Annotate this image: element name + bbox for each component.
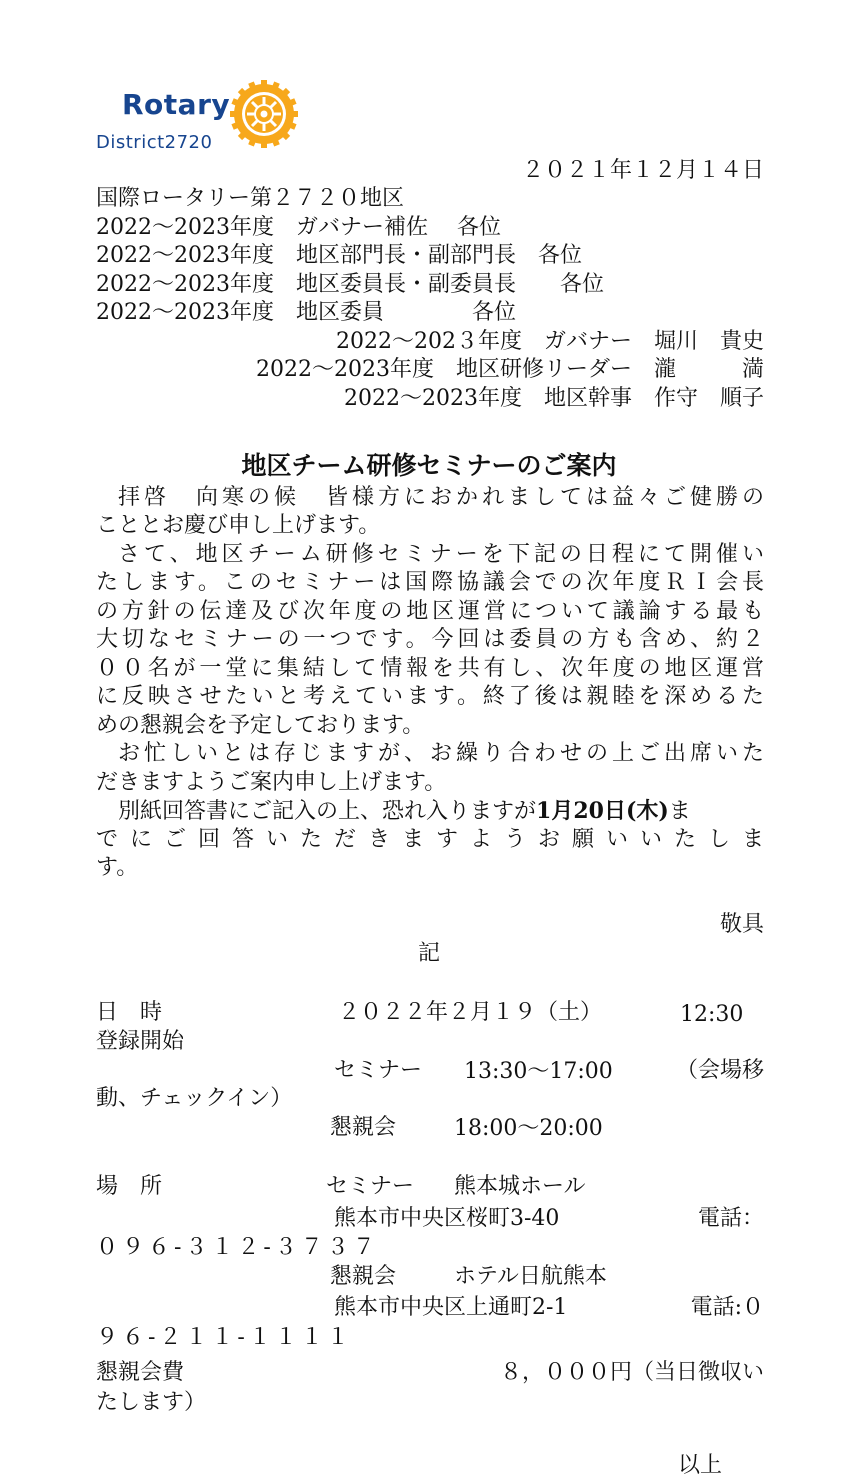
- body-line: めの懇親会を予定しております。: [96, 713, 425, 738]
- registration-time: 12:30: [680, 1002, 744, 1027]
- seminar-note-cont: 動、チェックイン）: [96, 1086, 293, 1111]
- venue1-label: セミナー: [326, 1174, 415, 1199]
- body-line: こととお慶び申し上げます。: [96, 513, 381, 538]
- venue-label: 場 所: [96, 1174, 163, 1199]
- party-label: 懇親会: [330, 1115, 397, 1140]
- body-line: たします。このセミナーは国際協議会での次年度ＲＩ会長: [96, 570, 764, 595]
- body-line: お忙しいとは存じますが、お繰り合わせの上ご出席いた: [118, 741, 764, 766]
- body-line: 拝啓 向寒の候 皆様方におかれましては益々ご健勝の: [118, 485, 764, 510]
- sender-secretary: 2022〜2023年度 地区幹事 作守 順子: [344, 386, 764, 411]
- venue1-tel: ０９６-３１２-３７３７: [96, 1235, 379, 1260]
- venue2-name: ホテル日航熊本: [454, 1264, 607, 1289]
- venue2-tel: ９６-２１１-１１１１: [96, 1325, 353, 1350]
- seminar-time: 13:30〜17:00: [464, 1059, 613, 1084]
- sender-training-leader: 2022〜2023年度 地区研修リーダー 瀧 満: [256, 357, 764, 382]
- logo-district: District2720: [96, 132, 213, 153]
- body-line: だきますようご案内申し上げます。: [96, 770, 447, 795]
- reply-request: [96, 797, 764, 826]
- reply-request-line: でにご回答いただきますようお願いいたしま: [96, 827, 764, 852]
- venue2-tel-label: 電話:０: [690, 1295, 764, 1320]
- body-line: さて、地区チーム研修セミナーを下記の日程にて開催い: [118, 542, 764, 567]
- reply-deadline: 1月20日(木): [536, 798, 669, 824]
- document-title: 地区チーム研修セミナーのご案内: [241, 451, 617, 480]
- letter-date: ２０２１年１２月１４日: [521, 158, 764, 183]
- venue2-label: 懇親会: [330, 1264, 397, 1289]
- event-date: ２０２２年２月１９（土）: [338, 1000, 603, 1025]
- datetime-label: 日 時: [96, 1000, 163, 1025]
- seminar-label: セミナー: [334, 1058, 423, 1083]
- closing-keigu: 敬具: [719, 912, 764, 937]
- venue2-address: 熊本市中央区上通町2-1: [334, 1295, 568, 1320]
- addressee-line: 2022〜2023年度 地区委員長・副委員長 各位: [96, 272, 604, 297]
- logo-wordmark: Rotary: [122, 88, 231, 121]
- body-line: ００名が一堂に集結して情報を共有し、次年度の地区運営: [96, 656, 764, 681]
- reply-text: 別紙回答書にご記入の上、恐れ入りますが: [118, 799, 537, 824]
- party-time: 18:00〜20:00: [454, 1116, 603, 1141]
- registration-label: 登録開始: [96, 1029, 185, 1054]
- fee-label: 懇親会費: [96, 1360, 185, 1385]
- closing-ijou: 以上: [677, 1453, 722, 1478]
- reply-text-end: ま: [668, 799, 691, 824]
- venue1-tel-label: 電話：: [697, 1206, 764, 1231]
- venue1-address: 熊本市中央区桜町3-40: [334, 1206, 560, 1231]
- body-line: の方針の伝達及び次年度の地区運営について議論する最も: [96, 599, 764, 624]
- addressee-line: 2022〜2023年度 地区部門長・副部門長 各位: [96, 243, 582, 268]
- rotary-wheel-icon: [230, 80, 298, 148]
- addressee-line: 2022〜2023年度 地区委員 各位: [96, 300, 516, 325]
- ki-heading: 記: [418, 941, 441, 966]
- reply-request-line: す。: [96, 855, 139, 880]
- body-line: に反映させたいと考えています。終了後は親睦を深めるた: [96, 684, 764, 709]
- sender-governor: 2022〜202３年度 ガバナー 堀川 貴史: [336, 329, 764, 354]
- rotary-logo: [96, 80, 306, 152]
- seminar-note: （会場移: [675, 1058, 764, 1083]
- fee-amount: ８，０００円（当日徴収い: [499, 1360, 764, 1385]
- body-line: 大切なセミナーの一つです。今回は委員の方も含め、約２: [96, 627, 764, 652]
- addressee-line: 2022〜2023年度 ガバナー補佐 各位: [96, 215, 501, 240]
- addressee-line: 国際ロータリー第２７２０地区: [96, 186, 405, 211]
- venue1-name: 熊本城ホール: [454, 1174, 586, 1199]
- fee-note: たします）: [96, 1390, 207, 1415]
